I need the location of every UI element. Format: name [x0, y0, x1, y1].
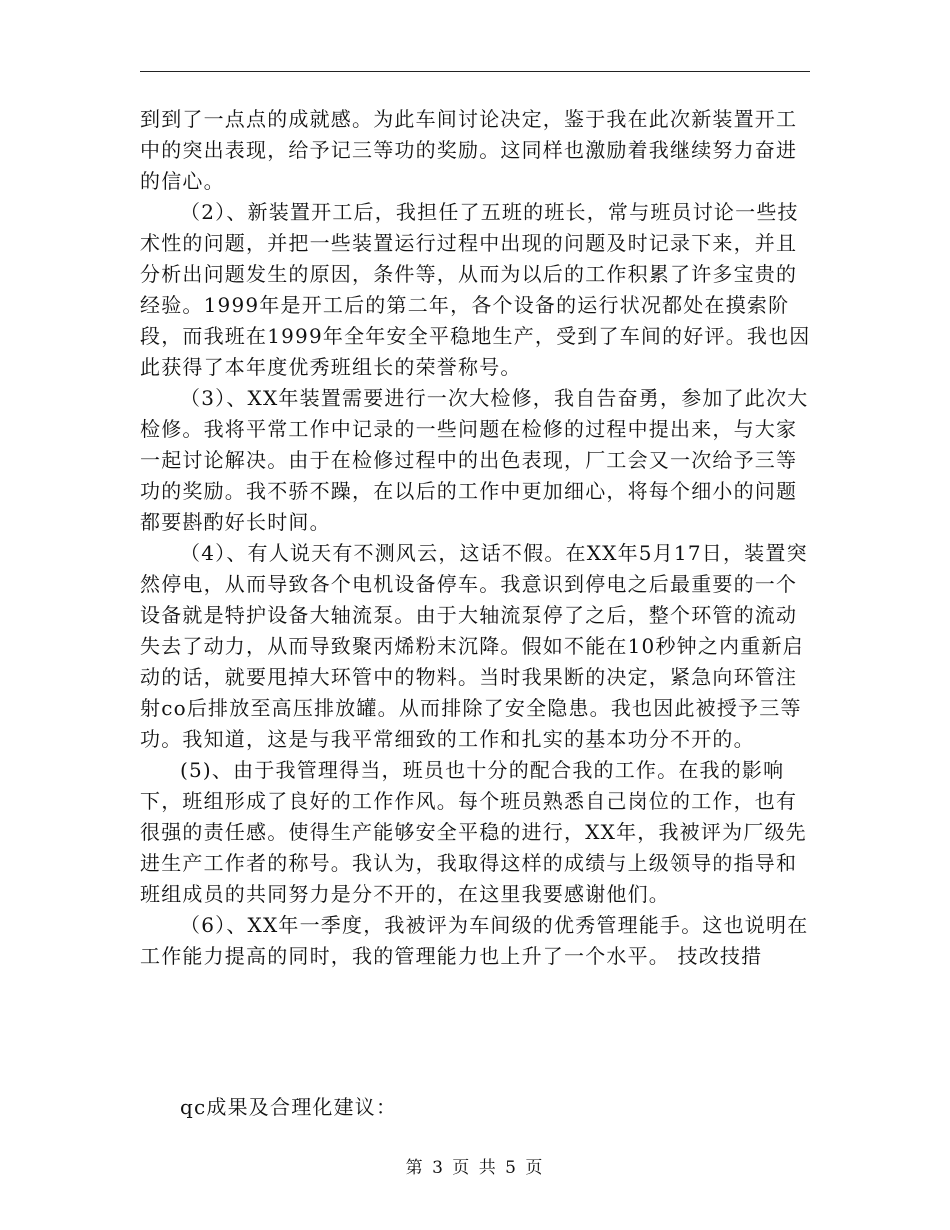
paragraph-item-4: （4）、有人说天有不测风云，这话不假。在XX年5月17日，装置突然停电，从而导致各个电机设备停车。我意识到停电之后最重要的一个设备就是特护设备大轴流泵。由于大轴流泵停了之后，整个环管的流动失去了动力，从而导致聚丙烯粉末沉降。假如不能在10秒钟之内重新启动的话，就要甩掉大环管中的物料。当时我果断的决定，紧急向环管注射co后排放至高压排放罐。从而排除了安全隐患。我也因此被授予三等功。我知道，这是与我平常细致的工作和扎实的基本功分不开的。: [140, 541, 808, 751]
trailing-line: qc成果及合理化建议：: [180, 1095, 398, 1119]
header-rule: [140, 71, 810, 72]
body-text: [140, 104, 812, 972]
paragraph-item-3: （3）、XX年装置需要进行一次大检修，我自告奋勇，参加了此次大检修。我将平常工作中记录的一些问题在检修的过程中提出来，与大家一起讨论解决。由于在检修过程中的出色表现，厂工会又一次给予三等功的奖励。我不骄不躁，在以后的工作中更加细心，将每个细小的问题都要斟酌好长时间。: [140, 386, 809, 534]
paragraph-item-6: （6）、XX年一季度，我被评为车间级的优秀管理能手。这也说明在工作能力提高的同时，我的管理能力也上升了一个水平。 技改技措: [140, 913, 809, 968]
page-number: 第 3 页 共 5 页: [405, 1158, 545, 1178]
paragraph-continuation: 到到了一点点的成就感。为此车间讨论决定，鉴于我在此次新装置开工中的突出表现，给予记三等功的奖励。这同样也激励着我继续努力奋进的信心。: [140, 107, 798, 193]
paragraph-item-5: (5)、由于我管理得当，班员也十分的配合我的工作。在我的影响下，班组形成了良好的工作作风。每个班员熟悉自己岗位的工作，也有很强的责任感。使得生产能够安全平稳的进行，XX年，我被评为厂级先进生产工作者的称号。我认为，我取得这样的成绩与上级领导的指导和班组成员的共同努力是分不开的，在这里我要感谢他们。: [140, 758, 807, 906]
paragraph-item-2: （2）、新装置开工后，我担任了五班的班长，常与班员讨论一些技术性的问题，并把一些装置运行过程中出现的问题及时记录下来，并且分析出问题发生的原因，条件等，从而为以后的工作积累了许多宝贵的经验。1999年是开工后的第二年，各个设备的运行状况都处在摸索阶段，而我班在1999年全年安全平稳地生产，受到了车间的好评。我也因此获得了本年度优秀班组长的荣誉称号。: [140, 200, 811, 379]
